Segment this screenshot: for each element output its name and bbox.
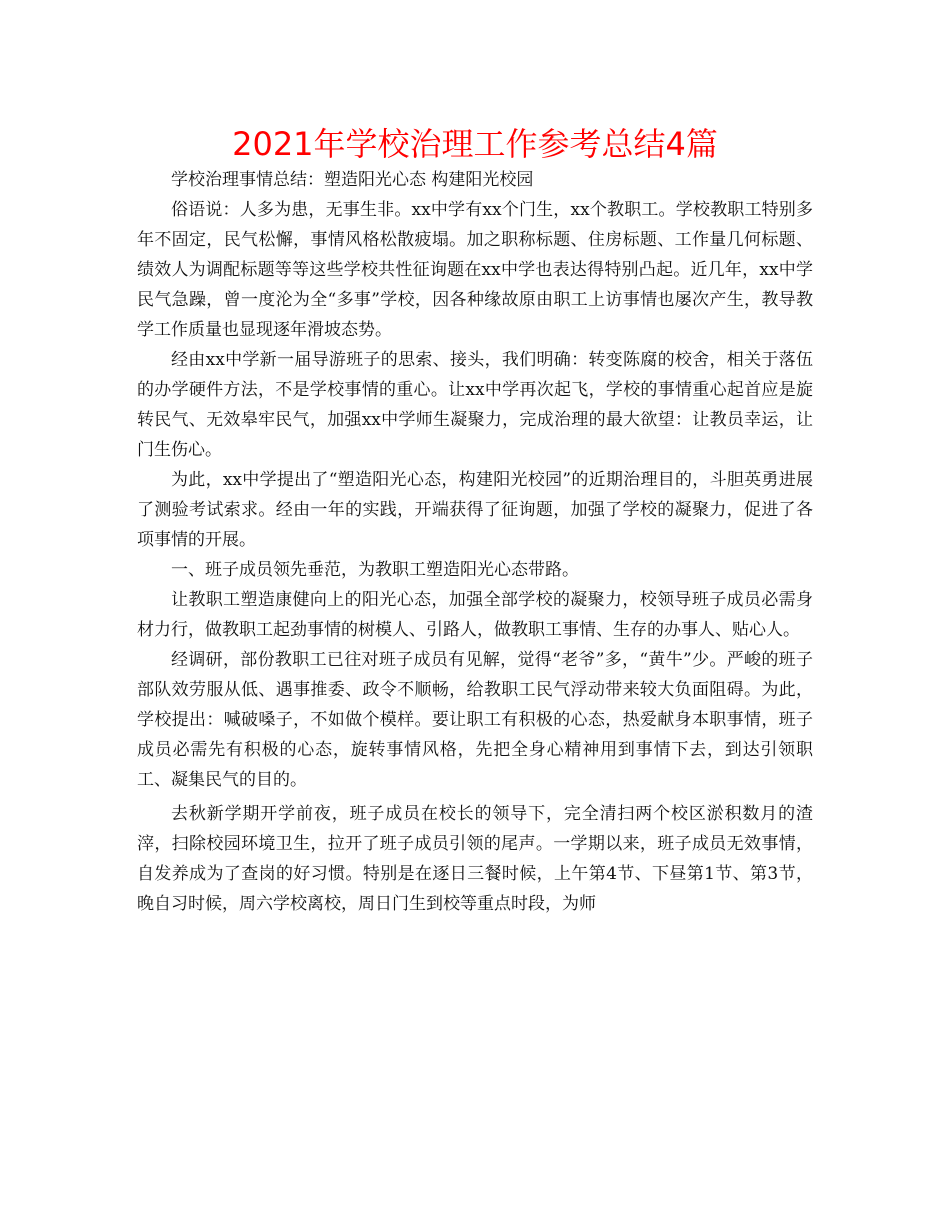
section-heading: 一、班子成员领先垂范，为教职工塑造阳光心态带路。 xyxy=(171,560,579,580)
body-paragraph: 俗语说：人多为患，无事生非。xx中学有xx个门生，xx个教职工。学校教职工特别多年不固定，民气松懈，事情风格松散疲塌。加之职称标题、住房标题、工作量几何标题、绩效人为调配标题等等这些学校共性征询题在xx中学也表达得特别凸起。近几年，xx中学民气急躁，曾一度沦为全“多事”学校，因各种缘故原由职工上访事情也屡次产生，教导教学工作质量也显现逐年滑坡态势。 xyxy=(137,200,813,340)
document-title: 2021年学校治理工作参考总结4篇 xyxy=(232,125,718,163)
body-paragraph: 去秋新学期开学前夜，班子成员在校长的领导下，完全清扫两个校区淤积数月的渣滓，扫除校园环境卫生，拉开了班子成员引领的尾声。一学期以来，班子成员无效事情，自发养成为了查岗的好习惯。特别是在逐日三餐时候，上午第4节、下昼第1节、第3节，晚自习时候，周六学校离校，周日门生到校等重点时段，为师 xyxy=(137,804,813,914)
body-paragraph: 经由xx中学新一届导游班子的思索、接头，我们明确：转变陈腐的校舍，相关于落伍的办学硬件方法，不是学校事情的重心。让xx中学再次起飞，学校的事情重心起首应是旋转民气、无效皋牢民气，加强xx中学师生凝聚力，完成治理的最大欲望：让教员幸运，让门生伤心。 xyxy=(137,350,813,460)
body-paragraph: 让教职工塑造康健向上的阳光心态，加强全部学校的凝聚力，校领导班子成员必需身材力行，做教职工起劲事情的树模人、引路人，做教职工事情、生存的办事人、贴心人。 xyxy=(137,590,813,640)
body-paragraph: 经调研，部份教职工已往对班子成员有见解，觉得“老爷”多，“黄牛”少。严峻的班子部队效劳服从低、遇事推委、政令不顺畅，给教职工民气浮动带来较大负面阻碍。为此，学校提出：喊破嗓子，不如做个模样。要让职工有积极的心态，热爱献身本职事情，班子成员必需先有积极的心态，旋转事情风格，先把全身心精神用到事情下去，到达引领职工、凝集民气的目的。 xyxy=(137,650,813,790)
document-body xyxy=(137,165,813,919)
subtitle-paragraph: 学校治理事情总结：塑造阳光心态 构建阳光校园 xyxy=(171,170,534,190)
body-paragraph: 为此，xx中学提出了“塑造阳光心态，构建阳光校园”的近期治理目的，斗胆英勇进展了测验考试索求。经由一年的实践，开端获得了征询题，加强了学校的凝聚力，促进了各项事情的开展。 xyxy=(137,470,813,550)
